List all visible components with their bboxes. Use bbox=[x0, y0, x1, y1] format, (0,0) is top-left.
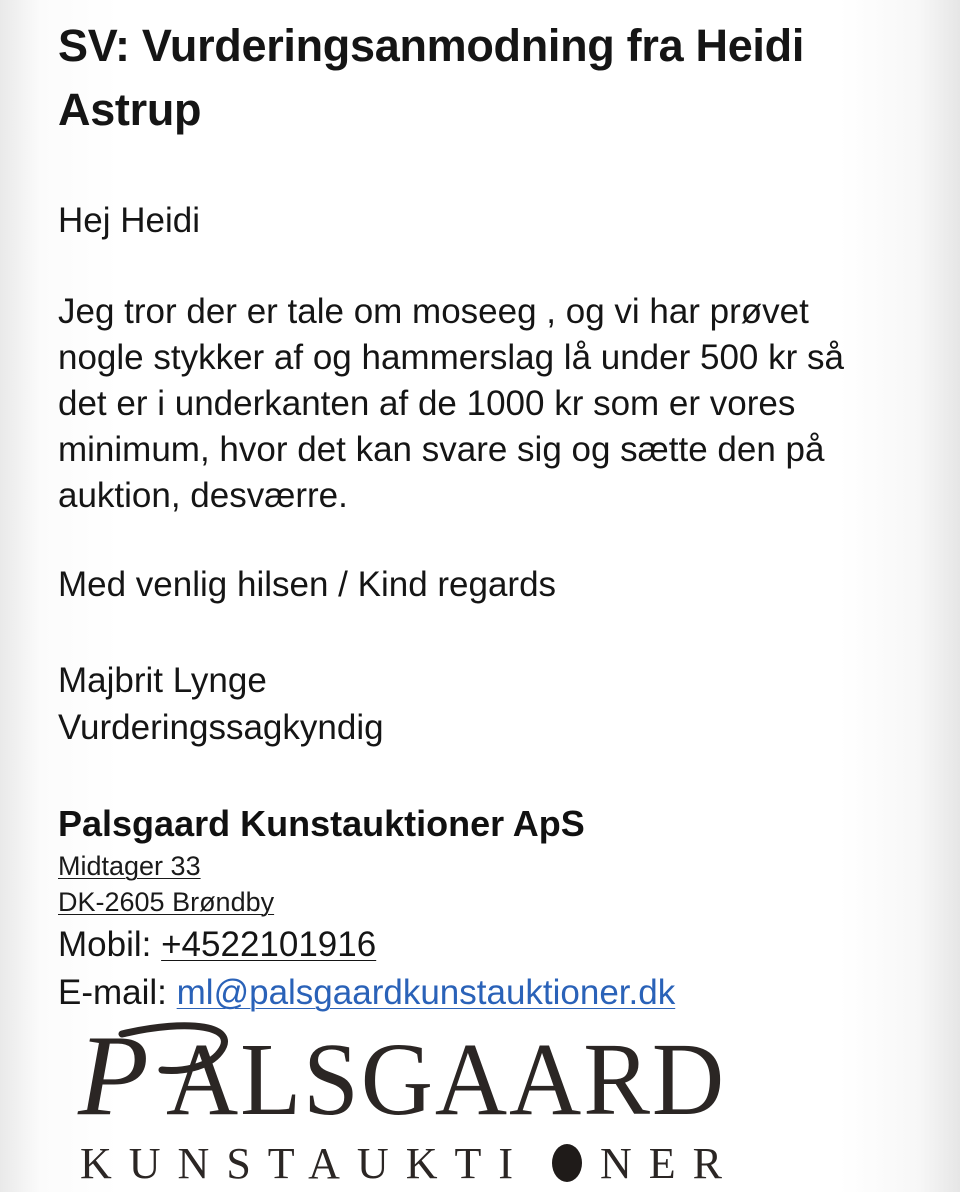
address-link-street[interactable]: Midtager 33 bbox=[58, 851, 201, 881]
email-greeting: Hej Heidi bbox=[58, 201, 200, 240]
address-link-city[interactable]: DK-2605 Brøndby bbox=[58, 887, 275, 917]
body-line: nogle stykker af og hammerslag lå under 500 kr så bbox=[58, 338, 844, 377]
body-line: Jeg tror der er tale om moseeg , og vi har prøvet bbox=[58, 292, 809, 331]
email-body bbox=[58, 289, 918, 519]
email-subject: SV: Vurderingsanmodning fra Heidi Astrup bbox=[58, 20, 805, 135]
body-line: det er i underkanten af de 1000 kr som er vores bbox=[58, 384, 796, 423]
body-line: minimum, hvor det kan svare sig og sætte den på bbox=[58, 430, 825, 469]
logo-tagline-part2: NER bbox=[600, 1139, 739, 1188]
signature-title: Vurderingssagkyndig bbox=[58, 708, 384, 747]
signature-name: Majbrit Lynge bbox=[58, 661, 267, 700]
email-link[interactable]: ml@palsgaardkunstauktioner.dk bbox=[176, 973, 676, 1012]
signature-email bbox=[58, 970, 675, 1016]
mobile-label: Mobil: bbox=[58, 925, 152, 964]
logo-wordmark-rest: ALSGAARD bbox=[166, 1022, 726, 1137]
company-logo bbox=[70, 1012, 770, 1192]
logo-tagline-part1: KUNSTAUKTI bbox=[80, 1139, 531, 1188]
logo-wordmark-initial: P bbox=[78, 1012, 149, 1140]
egg-icon bbox=[552, 1144, 582, 1182]
phone-link[interactable]: +4522101916 bbox=[161, 925, 377, 964]
body-line: auktion, desværre. bbox=[58, 476, 348, 515]
email-label: E-mail: bbox=[58, 973, 167, 1012]
signature-company: Palsgaard Kunstauktioner ApS bbox=[58, 803, 585, 844]
email-closing: Med venlig hilsen / Kind regards bbox=[58, 565, 557, 604]
signature-mobile bbox=[58, 922, 376, 968]
